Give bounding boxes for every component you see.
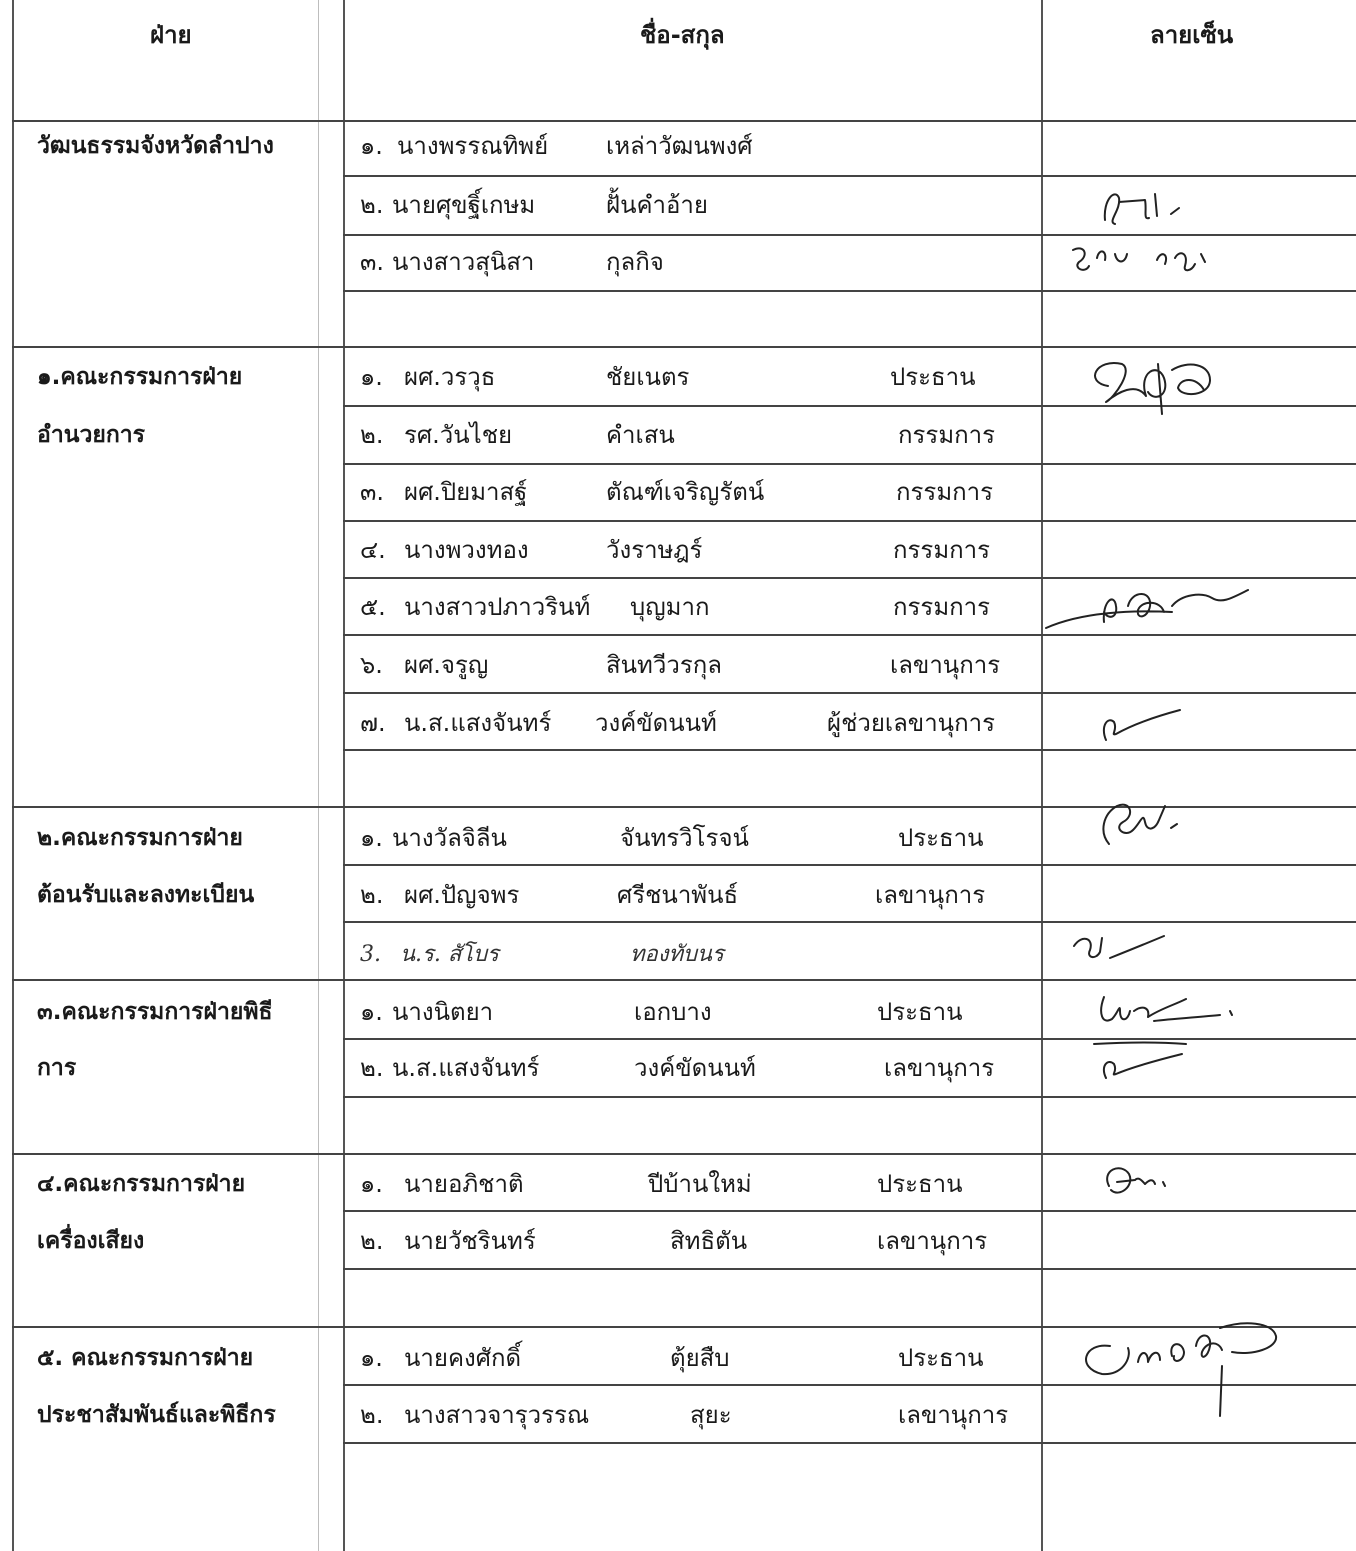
header-signature: ลายเซ็น: [1150, 21, 1234, 49]
table-column-divider-name: [343, 0, 345, 1551]
member-last-name: เอกบาง: [634, 998, 712, 1026]
member-last-name: ฝั้นคำอ้าย: [606, 191, 708, 219]
section-title: ประชาสัมพันธ์และพิธีกร: [37, 1402, 276, 1428]
member-number: ๒.: [360, 1401, 384, 1429]
member-last-name: เหล่าวัฒนพงศ์: [606, 132, 753, 160]
row-line: [343, 1038, 1356, 1040]
member-number: ๗.: [360, 709, 386, 737]
member-role: ประธาน: [877, 998, 963, 1026]
signature: [1090, 696, 1190, 746]
signature: [1078, 352, 1228, 422]
signature: [1085, 180, 1195, 235]
member-last-name: วงค์ขัดนนท์: [595, 709, 717, 737]
row-line: [343, 290, 1356, 292]
member-first-name: ผศ.จรูญ: [404, 651, 489, 679]
section-title: วัฒนธรรมจังหวัดลำปาง: [37, 133, 274, 159]
table-left-border: [12, 0, 14, 1551]
header-name: ชื่อ-สกุล: [640, 21, 725, 49]
member-last-name: วังราษฎร์: [606, 536, 703, 564]
member-number: ๒.: [360, 1227, 384, 1255]
member-role: ประธาน: [890, 363, 976, 391]
member-number: ๑.: [360, 1170, 383, 1198]
signature: [1042, 576, 1262, 638]
member-number: ๒.: [360, 191, 384, 219]
member-last-name: คำเสน: [606, 421, 675, 449]
table-column-divider-sign: [1041, 0, 1043, 1551]
handwritten-number: 3.: [360, 942, 381, 967]
member-first-name: ผศ.ปิยมาสฐ์: [404, 478, 528, 506]
member-number: ๖.: [360, 651, 383, 679]
member-number: ๓.: [360, 478, 385, 506]
row-line: [343, 1096, 1356, 1098]
row-line: [343, 921, 1356, 923]
row-line: [343, 864, 1356, 866]
member-first-name: นายวัชรินทร์: [404, 1227, 536, 1255]
member-number: ๒.: [360, 1054, 384, 1082]
signature: [1085, 792, 1195, 854]
member-role: ผู้ช่วยเลขานุการ: [827, 709, 995, 737]
table-fold-line: [318, 0, 319, 1551]
member-first-name: ผศ.วรวุธ: [404, 363, 496, 391]
row-line: [343, 1210, 1356, 1212]
member-last-name: ชัยเนตร: [606, 363, 690, 391]
handwritten-first-name: น.ร. สัโบร: [400, 942, 499, 967]
section-title: ๓.คณะกรรมการฝ่ายพิธี: [37, 999, 273, 1025]
member-first-name: นายอภิชาติ: [404, 1170, 524, 1198]
member-number: ๑.: [360, 998, 383, 1026]
member-role: กรรมการ: [896, 478, 994, 506]
row-line: [343, 175, 1356, 177]
section-title: การ: [37, 1055, 77, 1081]
member-last-name: สุยะ: [690, 1401, 732, 1429]
member-last-name: กุลกิจ: [606, 248, 664, 276]
row-line: [343, 1442, 1356, 1444]
signature: [1065, 236, 1215, 286]
member-role: ประธาน: [877, 1170, 963, 1198]
member-last-name: ปีบ้านใหม่: [648, 1170, 752, 1198]
member-last-name: วงค์ขัดนนท์: [634, 1054, 756, 1082]
section-title: ๒.คณะกรรมการฝ่าย: [37, 825, 243, 851]
member-first-name: รศ.วันไชย: [404, 421, 513, 449]
signature: [1090, 1038, 1200, 1084]
member-role: ประธาน: [898, 824, 984, 852]
member-role: เลขานุการ: [875, 881, 986, 909]
member-role: เลขานุการ: [890, 651, 1001, 679]
member-last-name: ศรีชนาพันธ์: [617, 881, 739, 909]
member-first-name: นางสาวปภาวรินท์: [404, 593, 591, 621]
signature: [1072, 1312, 1292, 1422]
section-separator: [12, 346, 1356, 348]
member-role: กรรมการ: [893, 536, 991, 564]
member-number: ๑.: [360, 824, 383, 852]
row-line: [343, 749, 1356, 751]
member-number: ๒.: [360, 881, 384, 909]
member-number: ๑.: [360, 363, 383, 391]
handwritten-last-name: ทองทับนร: [630, 942, 724, 967]
header-dept: ฝ่าย: [150, 21, 192, 49]
signature: [1090, 985, 1240, 1035]
member-first-name: นายคงศักดิ์: [404, 1344, 522, 1372]
member-last-name: บุญมาก: [630, 593, 710, 621]
member-first-name: นางพวงทอง: [404, 536, 529, 564]
member-number: ๓.: [360, 248, 385, 276]
member-role: กรรมการ: [893, 593, 991, 621]
member-role: เลขานุการ: [884, 1054, 995, 1082]
member-number: ๕.: [360, 593, 386, 621]
section-title: อำนวยการ: [37, 422, 146, 448]
member-number: ๑.: [360, 1344, 383, 1372]
signature: [1095, 1158, 1175, 1208]
section-title: ต้อนรับและลงทะเบียน: [37, 882, 255, 908]
member-last-name: สินทวีวรกุล: [606, 651, 722, 679]
member-first-name: ผศ.ปัญจพร: [404, 881, 520, 909]
member-first-name: น.ส.แสงจันทร์: [392, 1054, 540, 1082]
member-first-name: นางสาวสุนิสา: [392, 248, 535, 276]
member-role: เลขานุการ: [877, 1227, 988, 1255]
section-title: ๔.คณะกรรมการฝ่าย: [37, 1171, 246, 1197]
member-role: ประธาน: [898, 1344, 984, 1372]
member-number: ๒.: [360, 421, 384, 449]
member-first-name: นางวัลจิลีน: [392, 824, 507, 852]
row-line: [343, 463, 1356, 465]
section-title: เครื่องเสียง: [37, 1228, 145, 1254]
member-role: เลขานุการ: [898, 1401, 1009, 1429]
section-separator: [12, 120, 1356, 122]
member-first-name: นางพรรณทิพย์: [397, 132, 549, 160]
member-first-name: น.ส.แสงจันทร์: [404, 709, 552, 737]
member-first-name: นางสาวจารุวรรณ: [404, 1401, 590, 1429]
member-last-name: สิทธิตัน: [670, 1227, 748, 1255]
member-last-name: จันทรวิโรจน์: [620, 824, 749, 852]
section-title: ๑.คณะกรรมการฝ่าย: [37, 364, 243, 390]
row-line: [343, 1268, 1356, 1270]
section-separator: [12, 1153, 1356, 1155]
member-first-name: นายศุขฐิ์เกษม: [392, 191, 536, 219]
section-title: ๕. คณะกรรมการฝ่าย: [37, 1345, 254, 1371]
row-line: [343, 520, 1356, 522]
member-first-name: นางนิตยา: [392, 998, 494, 1026]
member-last-name: ตุ้ยสืบ: [670, 1344, 730, 1372]
member-number: ๔.: [360, 536, 386, 564]
member-number: ๑.: [360, 132, 383, 160]
row-line: [343, 692, 1356, 694]
member-role: กรรมการ: [898, 421, 996, 449]
section-separator: [12, 979, 1356, 981]
signature: [1070, 924, 1180, 978]
member-last-name: ตัณฑ์เจริญรัตน์: [606, 478, 765, 506]
